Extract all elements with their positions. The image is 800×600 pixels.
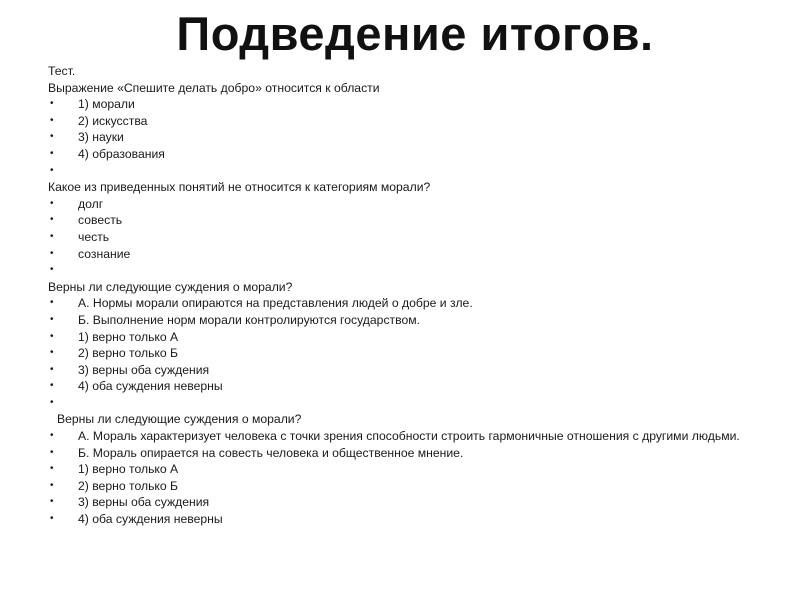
list-item-text: 3) верны оба суждения: [78, 362, 210, 377]
list-item-text: 1) верно только А: [78, 462, 179, 477]
bullet-icon: •: [50, 396, 54, 408]
bullet-icon: •: [50, 264, 54, 276]
bullet-icon: •: [50, 430, 54, 442]
bullet-icon: •: [50, 479, 54, 491]
list-item: [48, 229, 748, 246]
list-item-text: долг: [78, 196, 104, 211]
list-item: [48, 378, 748, 395]
list-item: [48, 345, 748, 362]
list-item-text: совесть: [78, 213, 123, 228]
list-item: [48, 511, 748, 528]
question-text: Верны ли следующие суждения о морали?: [57, 412, 302, 427]
list-item: [48, 146, 748, 163]
bullet-icon: •: [50, 496, 54, 508]
list-item: [48, 478, 748, 495]
list-item-text: 2) верно только Б: [78, 346, 179, 361]
bullet-icon: •: [50, 347, 54, 359]
list-item: [48, 428, 748, 445]
list-item-text: 3) науки: [78, 130, 124, 145]
bullet-icon: •: [50, 197, 54, 209]
list-item-text: 4) оба суждения неверны: [78, 512, 223, 527]
list-item-text: 4) образования: [78, 146, 165, 161]
list-item: [48, 163, 748, 180]
bullet-icon: •: [50, 330, 54, 342]
bullet-icon: •: [50, 380, 54, 392]
bullet-icon: •: [50, 114, 54, 126]
bullet-icon: •: [50, 446, 54, 458]
bullet-icon: •: [50, 230, 54, 242]
list-item: [48, 295, 748, 312]
bullet-icon: •: [50, 164, 54, 176]
list-item: [48, 129, 748, 146]
bullet-icon: •: [50, 363, 54, 375]
list-item: [48, 312, 748, 329]
list-item-text: 1) морали: [78, 97, 135, 112]
bullet-icon: •: [50, 131, 54, 143]
list-item: [48, 494, 748, 511]
bullet-icon: •: [50, 297, 54, 309]
bullet-icon: •: [50, 214, 54, 226]
bullet-icon: •: [50, 313, 54, 325]
list-item-text: сознание: [78, 246, 131, 261]
list-item: [48, 395, 748, 412]
bullet-icon: •: [50, 463, 54, 475]
list-item-text: А. Мораль характеризует человека с точки зрения способности строить гармоничные отношения с другими людьми.: [78, 429, 740, 444]
list-item: [48, 196, 748, 213]
bullet-icon: •: [50, 98, 54, 110]
list-item-text: 4) оба суждения неверны: [78, 379, 223, 394]
list-item-text: А. Нормы морали опираются на представления людей о добре и зле.: [78, 296, 473, 311]
bullet-icon: •: [50, 147, 54, 159]
list-item-text: 2) искусства: [78, 113, 148, 128]
bullet-icon: •: [50, 513, 54, 525]
list-item: [48, 329, 748, 346]
list-item-text: Б. Выполнение норм морали контролируются государством.: [78, 312, 421, 327]
list-item: [48, 362, 748, 379]
question-text: Какое из приведенных понятий не относится к категориям морали?: [48, 180, 431, 195]
list-item: [48, 262, 748, 279]
list-item-text: 3) верны оба суждения: [78, 495, 210, 510]
list-item-text: 2) верно только Б: [78, 478, 179, 493]
list-item: [48, 113, 748, 130]
list-item: [48, 445, 748, 462]
question-text: Верны ли следующие суждения о морали?: [48, 279, 293, 294]
page-title: Подведение итогов.: [176, 7, 654, 60]
list-item-text: Б. Мораль опирается на совесть человека и общественное мнение.: [78, 445, 464, 460]
list-item: [48, 96, 748, 113]
list-item-text: честь: [78, 229, 110, 244]
quiz-content: [48, 63, 748, 528]
list-item: [48, 461, 748, 478]
question-text: Тест.: [48, 64, 76, 78]
list-item-text: 1) верно только А: [78, 329, 179, 344]
list-item: [48, 246, 748, 263]
bullet-icon: •: [50, 247, 54, 259]
list-item: [48, 212, 748, 229]
question-text: Выражение «Спешите делать добро» относится к области: [48, 80, 380, 95]
